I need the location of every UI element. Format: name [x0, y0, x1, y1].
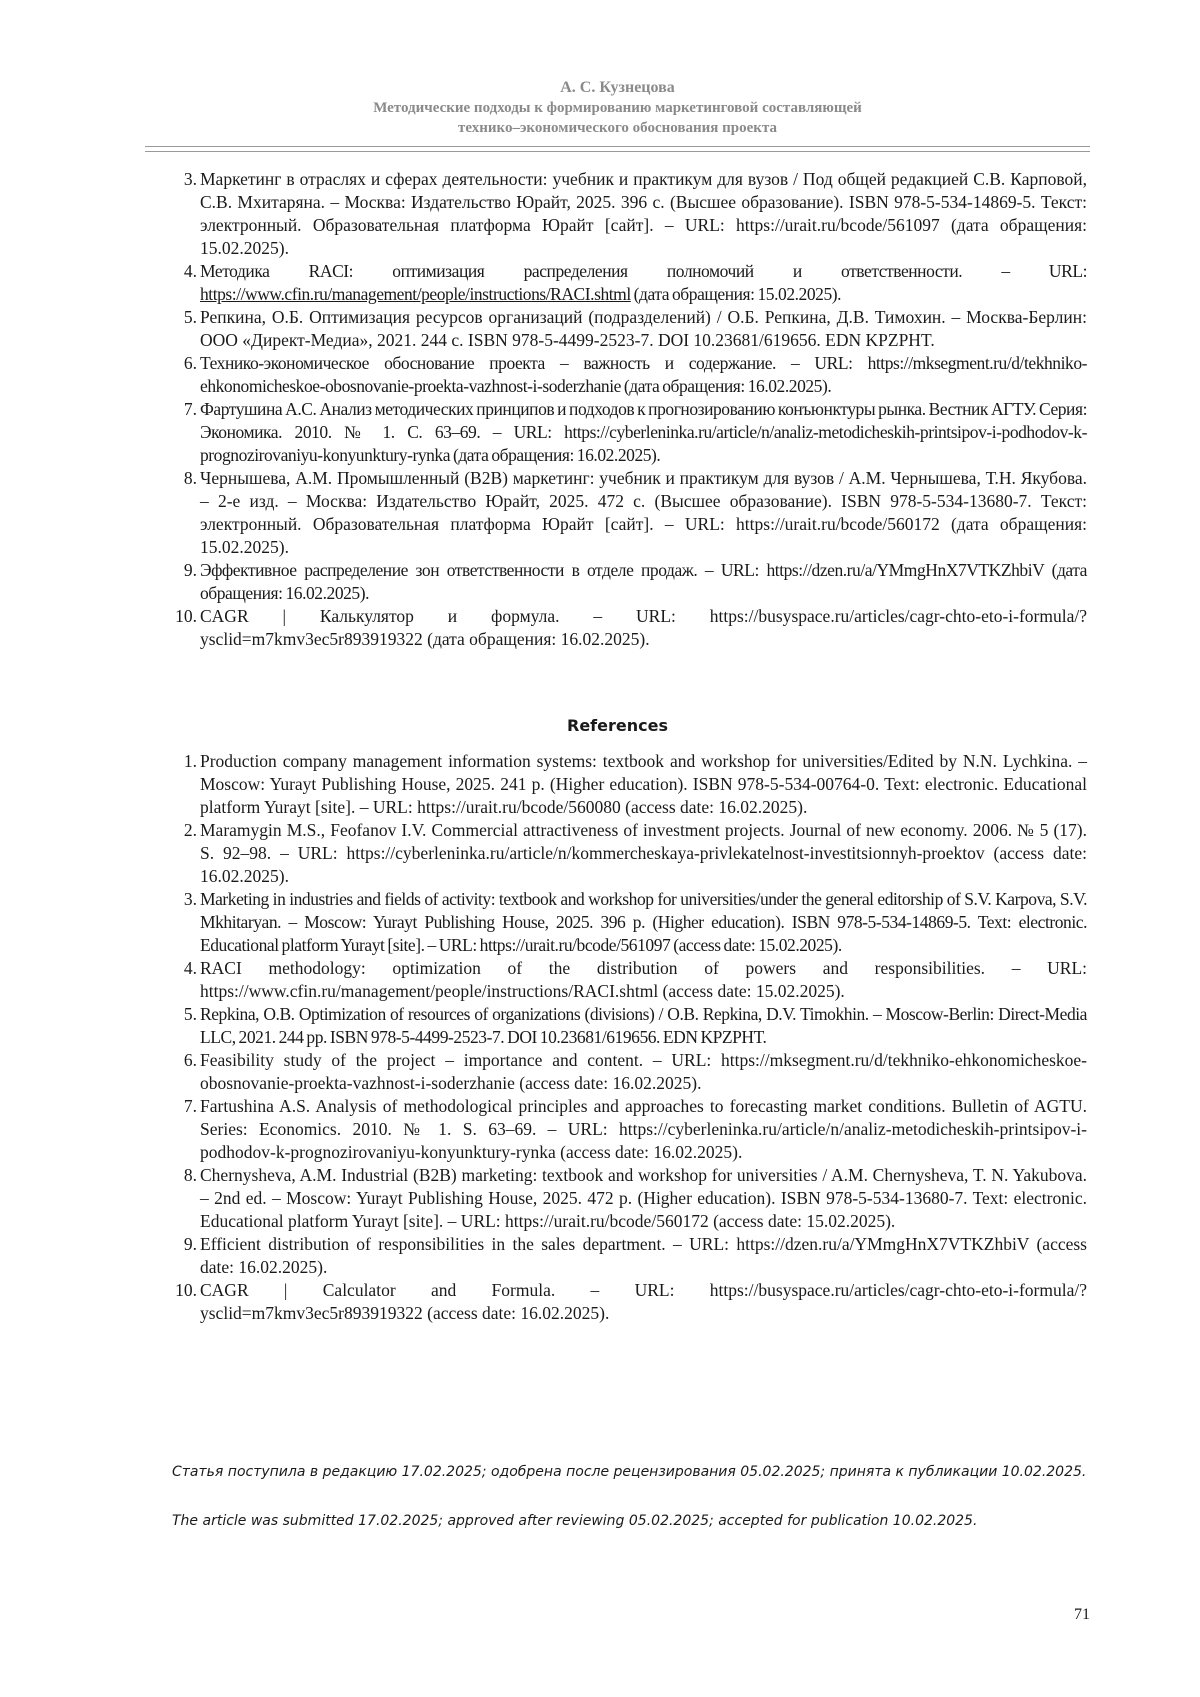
reference-number: 6 .: [172, 352, 197, 375]
reference-number: 8 .: [172, 1164, 197, 1187]
reference-text: Репкина, О.Б. Оптимизация ресурсов организаций (подразделений) / О.Б. Репкина, Д.В. Тимохин. – Москва-Берлин: ООО «Директ-Медиа», 2021. 244 с. ISBN 978-5-4499-2523-7. DOI 10.23681/619656. EDN KPZPHT.: [200, 307, 1087, 350]
reference-number: 3 .: [172, 888, 197, 911]
page-number: 71: [1074, 1606, 1090, 1623]
reference-item: [172, 605, 1087, 651]
reference-number: 4 .: [172, 957, 197, 980]
reference-text: Marketing in industries and fields of activity: textbook and workshop for universities/under the general editorship of S.V. Karpova, S.V. Mkhitaryan. – Moscow: Yurayt Publishing House, 2025. 396 p. (Higher education). ISBN 978-5-534-14869-5. Text: electronic. Educational platform Yurayt [site]. – URL: https://urait.ru/bcode/561097 (access date: 15.02.2025).: [200, 889, 1087, 955]
reference-number: 4 .: [172, 260, 197, 283]
reference-text: Maramygin M.S., Feofanov I.V. Commercial attractiveness of investment projects. Journal of new economy. 2006. № 5 (17). S. 92–98. – URL: https://cyberleninka.ru/article/n/kommercheskaya-privlekatelnost-investitsionnyh-proektov (access date: 16.02.2025).: [200, 820, 1087, 886]
reference-item: [172, 1049, 1087, 1095]
running-head-title-line-1: Методические подходы к формированию маркетинговой составляющей: [373, 100, 862, 116]
reference-text: Маркетинг в отраслях и сферах деятельности: учебник и практикум для вузов / Под общей редакцией С.В. Карповой, С.В. Мхитаряна. – Москва: Издательство Юрайт, 2025. 396 с. (Высшее образование). ISBN 978-5-534-14869-5. Текст: электронный. Образовательная платформа Юрайт [сайт]. – URL: https://urait.ru/bcode/561097 (дата обращения: 15.02.2025).: [200, 169, 1087, 258]
reference-text-prefix: Методика RACI: оптимизация распределения полномочий и ответственности. – URL:: [200, 261, 1087, 281]
reference-text: RACI methodology: optimization of the distribution of powers and responsibilities. – URL: https://www.cfin.ru/management/people/instructions/RACI.shtml (access date: 15.02.2025).: [200, 958, 1087, 1001]
running-head-title-line-2: технико–экономического обоснования проекта: [457, 120, 777, 136]
reference-item: [172, 1095, 1087, 1164]
reference-link[interactable]: https://www.cfin.ru/management/people/instructions/RACI.shtml: [200, 284, 631, 304]
running-head: [145, 78, 1090, 138]
reference-item: [172, 559, 1087, 605]
reference-number: 5 .: [172, 306, 197, 329]
reference-text: Fartushina A.S. Analysis of methodological principles and approaches to forecasting market conditions. Bulletin of AGTU. Series: Economics. 2010. № 1. S. 63–69. – URL: https://cyberleninka.ru/article/n/analiz-metodicheskih-printsipov-i-podhodov-k-prognozirovaniyu-konyunktury-rynka (access date: 16.02.2025).: [200, 1096, 1087, 1162]
reference-item: [172, 168, 1087, 260]
header-divider-bottom: [145, 151, 1090, 152]
reference-number: 1 .: [172, 750, 197, 773]
reference-item: [172, 957, 1087, 1003]
reference-item: [172, 1279, 1087, 1325]
reference-number: 10 .: [172, 1279, 197, 1302]
reference-text: Production company management information systems: textbook and workshop for universities/Edited by N.N. Lychkina. – Moscow: Yurayt Publishing House, 2025. 241 p. (Higher education). ISBN 978-5-534-00764-0. Text: electronic. Educational platform Yurayt [site]. – URL: https://urait.ru/bcode/560080 (access date: 16.02.2025).: [200, 751, 1087, 817]
references-list-english: [172, 750, 1087, 1325]
reference-number: 7 .: [172, 1095, 197, 1118]
reference-item: [172, 1164, 1087, 1233]
submission-note-russian: Статья поступила в редакцию 17.02.2025; одобрена после рецензирования 05.02.2025; принята к публикации 10.02.2025.: [172, 1464, 1087, 1480]
reference-text: Фартушина А.С. Анализ методических принципов и подходов к прогнозированию конъюнктуры рынка. Вестник АГТУ. Серия: Экономика. 2010. № 1. С. 63–69. – URL: https://cyberleninka.ru/article/n/analiz-metodicheskih-printsipov-i-podhodov-k-prognozirovaniyu-konyunktury-rynka (дата обращения: 16.02.2025).: [200, 399, 1087, 465]
reference-text: Эффективное распределение зон ответственности в отделе продаж. – URL: https://dzen.ru/a/YMmgHnX7VTKZhbiV (дата обращения: 16.02.2025).: [200, 560, 1087, 603]
reference-number: 8 .: [172, 467, 197, 490]
reference-text: Технико-экономическое обоснование проекта – важность и содержание. – URL: https://mksegment.ru/d/tekhniko-ehkonomicheskoe-obosnovanie-proekta-vazhnost-i-soderzhanie (дата обращения: 16.02.2025).: [200, 353, 1087, 396]
reference-text: Feasibility study of the project – importance and content. – URL: https://mksegment.ru/d/tekhniko-ehkonomicheskoe-obosnovanie-proekta-vazhnost-i-soderzhanie (access date: 16.02.2025).: [200, 1050, 1087, 1093]
reference-text: [200, 260, 1087, 306]
references-heading: References: [567, 716, 668, 735]
reference-text: Chernysheva, A.M. Industrial (B2B) marketing: textbook and workshop for universities / A.M. Chernysheva, T. N. Yakubova. – 2nd ed. – Moscow: Yurayt Publishing House, 2025. 472 p. (Higher education). ISBN 978-5-534-13680-7. Text: electronic. Educational platform Yurayt [site]. – URL: https://urait.ru/bcode/560172 (access date: 15.02.2025).: [200, 1165, 1087, 1231]
reference-item: [172, 750, 1087, 819]
reference-item: [172, 260, 1087, 306]
reference-item: [172, 306, 1087, 352]
running-head-author: А. С. Кузнецова: [560, 79, 675, 96]
reference-item: [172, 819, 1087, 888]
reference-text: CAGR | Калькулятор и формула. – URL: https://busyspace.ru/articles/cagr-chto-eto-i-formula/?ysclid=m7kmv3ec5r893919322 (дата обращения: 16.02.2025).: [200, 606, 1087, 649]
reference-text: Efficient distribution of responsibilities in the sales department. – URL: https://dzen.ru/a/YMmgHnX7VTKZhbiV (access date: 16.02.2025).: [200, 1234, 1087, 1277]
reference-item: [172, 467, 1087, 559]
reference-item: [172, 1233, 1087, 1279]
reference-item: [172, 888, 1087, 957]
reference-text-suffix: (дата обращения: 15.02.2025).: [630, 284, 842, 304]
header-divider-top: [145, 146, 1090, 147]
reference-number: 2 .: [172, 819, 197, 842]
reference-item: [172, 352, 1087, 398]
reference-number: 7 .: [172, 398, 197, 421]
reference-item: [172, 398, 1087, 467]
submission-note-english: The article was submitted 17.02.2025; approved after reviewing 05.02.2025; accepted for publication 10.02.2025.: [172, 1513, 978, 1529]
reference-text: Repkina, O.B. Optimization of resources of organizations (divisions) / O.B. Repkina, D.V. Timokhin. – Moscow-Berlin: Direct-Media LLC, 2021. 244 pp. ISBN 978-5-4499-2523-7. DOI 10.23681/619656. EDN KPZPHT.: [200, 1004, 1087, 1047]
reference-number: 6 .: [172, 1049, 197, 1072]
reference-text: Чернышева, А.М. Промышленный (B2B) маркетинг: учебник и практикум для вузов / А.М. Чернышева, Т.Н. Якубова. – 2-е изд. – Москва: Издательство Юрайт, 2025. 472 с. (Высшее образование). ISBN 978-5-534-13680-7. Текст: электронный. Образовательная платформа Юрайт [сайт]. – URL: https://urait.ru/bcode/560172 (дата обращения: 15.02.2025).: [200, 468, 1087, 557]
reference-text: CAGR | Calculator and Formula. – URL: https://busyspace.ru/articles/cagr-chto-eto-i-formula/?ysclid=m7kmv3ec5r893919322 (access date: 16.02.2025).: [200, 1280, 1087, 1323]
reference-number: 10 .: [172, 605, 197, 628]
reference-number: 9 .: [172, 1233, 197, 1256]
reference-number: 9 .: [172, 559, 197, 582]
reference-number: 3 .: [172, 168, 197, 191]
reference-item: [172, 1003, 1087, 1049]
reference-number: 5 .: [172, 1003, 197, 1026]
references-list-russian: [172, 168, 1087, 651]
